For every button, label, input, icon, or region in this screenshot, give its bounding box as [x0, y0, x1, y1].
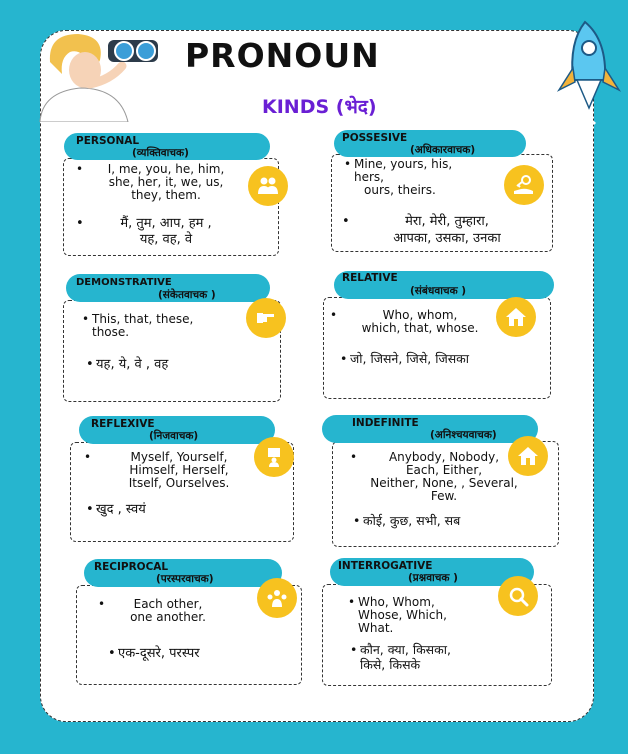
english-list: • Mine, yours, his, hers, ours, theirs. — [344, 157, 453, 197]
hindi-list: • कोई, कुछ, सभी, सब — [353, 513, 461, 528]
card-title: DEMONSTRATIVE — [76, 277, 172, 288]
home-icon — [496, 297, 536, 337]
hindi-list: • खुद , स्वयं — [86, 502, 146, 517]
card-title: PERSONAL — [76, 135, 140, 147]
card-hindi-title: (संबंधवाचक ) — [410, 285, 467, 297]
card-header-indefinite — [322, 415, 538, 443]
card-title: INDEFINITE — [352, 417, 419, 429]
page-title: PRONOUN — [185, 36, 380, 75]
card-title: RECIPROCAL — [94, 561, 169, 573]
hand-key-icon — [504, 165, 544, 205]
people-icon — [248, 166, 288, 206]
card-hindi-title: (परस्परवाचक) — [156, 573, 214, 585]
girl-binoculars-illustration — [30, 22, 170, 122]
person-book-icon — [254, 437, 294, 477]
card-header-personal — [64, 133, 270, 160]
page-subtitle: KINDS (भेद) — [262, 96, 377, 118]
card-hindi-title: (अधिकारवाचक) — [410, 144, 476, 156]
card-header-relative — [334, 271, 554, 299]
english-list: • Anybody, Nobody, Each, Either, Neither, None, , Several, Few. — [350, 450, 518, 503]
hindi-list: • एक-दूसरे, परस्पर — [108, 646, 200, 661]
card-hindi-title: (निजवाचक) — [149, 430, 199, 442]
house-icon — [508, 436, 548, 476]
card-header-reflexive — [79, 416, 275, 444]
english-list: • Each other, one another. — [98, 597, 206, 624]
hindi-list: • कौन, क्या, किसका, किसे, किसके — [350, 642, 451, 672]
group-icon — [257, 578, 297, 618]
english-list: • Who, whom, which, that, whose. — [330, 308, 479, 335]
card-header-reciprocal — [84, 559, 282, 587]
card-hindi-title: (संकेतवाचक ) — [158, 289, 216, 301]
card-hindi-title: (अनिश्चयवाचक) — [430, 429, 497, 441]
hindi-list: • मेरा, मेरी, तुम्हारा, आपका, उसका, उनका — [342, 214, 501, 246]
search-icon — [498, 576, 538, 616]
hindi-list: • मैं, तुम, आप, हम , यह, वह, वे — [76, 216, 212, 247]
card-hindi-title: (प्रश्नवाचक ) — [408, 572, 458, 584]
english-list: • Myself, Yourself, Himself, Herself, Itself, Ourselves. — [84, 450, 230, 490]
card-header-demonstrative — [66, 274, 270, 302]
card-header-possesive — [334, 130, 526, 157]
card-title: POSSESIVE — [342, 132, 408, 144]
card-hindi-title: (व्यक्तिवाचक) — [132, 147, 189, 159]
hindi-list: • जो, जिसने, जिसे, जिसका — [340, 351, 470, 366]
card-title: INTERROGATIVE — [338, 560, 433, 572]
hindi-list: • यह, ये, वे , वह — [86, 357, 169, 372]
english-list: • Who, Whom, Whose, Which, What. — [348, 595, 447, 635]
english-list: • I, me, you, he, him, she, her, it, we, us, they, them. — [76, 162, 225, 202]
pointing-hand-icon — [246, 298, 286, 338]
card-title: RELATIVE — [342, 272, 398, 284]
rocket-illustration — [545, 18, 628, 138]
english-list: • This, that, these, those. — [82, 312, 194, 339]
card-title: REFLEXIVE — [91, 418, 155, 430]
